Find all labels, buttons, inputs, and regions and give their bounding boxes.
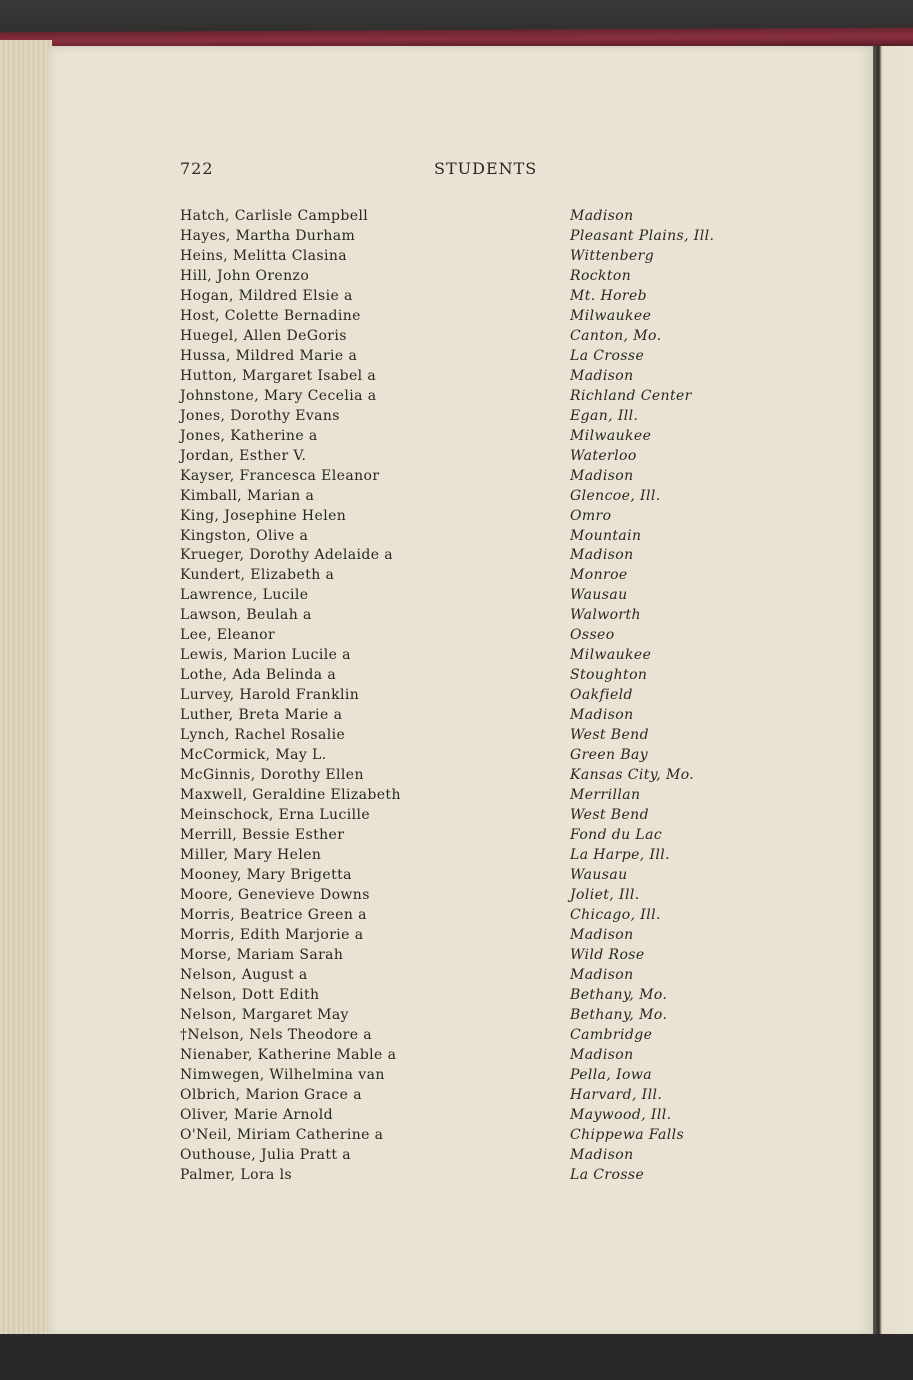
student-hometown: Bethany, Mo.: [570, 1006, 668, 1023]
student-hometown: Milwaukee: [570, 647, 652, 664]
student-name: Nelson, Margaret May: [180, 1006, 349, 1023]
student-entry: [174, 1105, 774, 1125]
student-hometown: Canton, Mo.: [570, 327, 662, 344]
student-name: Lawrence, Lucile: [180, 587, 309, 604]
student-hometown: Madison: [570, 966, 634, 983]
student-entry: [174, 326, 774, 346]
student-hometown: Madison: [570, 467, 634, 484]
student-name: Moore, Genevieve Downs: [180, 886, 370, 903]
student-entry: [174, 685, 774, 705]
student-name: King, Josephine Helen: [180, 507, 347, 524]
student-hometown: West Bend: [570, 727, 649, 744]
student-hometown: Merrillan: [570, 787, 641, 804]
student-entry: [174, 1065, 774, 1085]
student-hometown: Oakfield: [570, 687, 633, 704]
student-name: Johnstone, Mary Cecelia a: [180, 387, 377, 404]
student-hometown: Monroe: [570, 567, 628, 584]
student-name: O'Neil, Miriam Catherine a: [180, 1126, 384, 1143]
student-entry: [174, 805, 774, 825]
student-entry: [174, 406, 774, 426]
student-name: Hayes, Martha Durham: [180, 227, 356, 244]
student-name: Hussa, Mildred Marie a: [180, 347, 358, 364]
student-name: Host, Colette Bernadine: [180, 307, 361, 324]
student-entry: [174, 506, 774, 526]
student-entry: [174, 565, 774, 585]
student-name: Merrill, Bessie Esther: [180, 827, 345, 844]
student-name: Jones, Katherine a: [180, 427, 318, 444]
student-name: Hill, John Orenzo: [180, 267, 310, 284]
student-hometown: Kansas City, Mo.: [570, 767, 695, 784]
student-entry: [174, 446, 774, 466]
student-hometown: Milwaukee: [570, 307, 652, 324]
student-entry: [174, 825, 774, 845]
student-name: Lee, Eleanor: [180, 627, 276, 644]
student-hometown: Osseo: [570, 627, 615, 644]
student-hometown: Maywood, Ill.: [570, 1106, 672, 1123]
student-hometown: Mt. Horeb: [570, 287, 648, 304]
student-name: Morris, Beatrice Green a: [180, 906, 367, 923]
student-entry: [174, 366, 774, 386]
student-name: Heins, Melitta Clasina: [180, 247, 348, 264]
student-name: Jordan, Esther V.: [180, 447, 307, 464]
student-name: Jones, Dorothy Evans: [180, 407, 340, 424]
student-hometown: Mountain: [570, 527, 642, 544]
student-hometown: Fond du Lac: [570, 827, 663, 844]
student-entry: [174, 466, 774, 486]
page-stack-edge: [0, 40, 52, 1335]
student-hometown: Rockton: [570, 267, 632, 284]
student-entry: [174, 346, 774, 366]
student-hometown: Stoughton: [570, 667, 648, 684]
student-hometown: Richland Center: [570, 387, 692, 404]
student-name: Nelson, August a: [180, 966, 308, 983]
student-name: Maxwell, Geraldine Elizabeth: [180, 787, 401, 804]
student-name: Mooney, Mary Brigetta: [180, 866, 352, 883]
facing-page-edge: [873, 46, 913, 1336]
student-name: Kayser, Francesca Eleanor: [180, 467, 380, 484]
student-hometown: Madison: [570, 367, 634, 384]
student-name: Oliver, Marie Arnold: [180, 1106, 333, 1123]
student-entry: [174, 1165, 774, 1185]
student-name: McGinnis, Dorothy Ellen: [180, 767, 364, 784]
student-entry: [174, 965, 774, 985]
student-hometown: Harvard, Ill.: [570, 1086, 663, 1103]
student-name: Outhouse, Julia Pratt a: [180, 1146, 352, 1163]
student-hometown: Milwaukee: [570, 427, 652, 444]
background-bottom: [0, 1334, 913, 1380]
student-name: †Nelson, Nels Theodore a: [180, 1026, 373, 1043]
student-name: Hatch, Carlisle Campbell: [180, 208, 369, 224]
student-entry: [174, 486, 774, 506]
student-entry: [174, 785, 774, 805]
student-hometown: Chicago, Ill.: [570, 906, 661, 923]
student-name: Nelson, Dott Edith: [180, 986, 320, 1003]
student-entry: [174, 526, 774, 546]
student-name: Krueger, Dorothy Adelaide a: [180, 547, 394, 564]
student-entry: [174, 386, 774, 406]
student-entry: [174, 725, 774, 745]
student-entry: [174, 905, 774, 925]
student-hometown: Madison: [570, 1046, 634, 1063]
student-hometown: Cambridge: [570, 1026, 653, 1043]
student-name: Morris, Edith Marjorie a: [180, 926, 364, 943]
student-name: Lawson, Beulah a: [180, 607, 312, 624]
student-entry: [174, 605, 774, 625]
student-entry: [174, 1005, 774, 1025]
student-hometown: Madison: [570, 208, 634, 224]
student-entry: [174, 1145, 774, 1165]
student-entry: [174, 865, 774, 885]
student-hometown: La Harpe, Ill.: [570, 847, 671, 863]
page-title: STUDENTS: [434, 159, 538, 178]
student-hometown: La Crosse: [570, 1166, 645, 1183]
student-name: Kundert, Elizabeth a: [180, 567, 335, 584]
student-entry: [174, 625, 774, 645]
student-hometown: Madison: [570, 547, 634, 564]
student-hometown: Wittenberg: [570, 247, 655, 264]
student-entry: [174, 1125, 774, 1145]
student-entry: [174, 246, 774, 266]
student-name: Nienaber, Katherine Mable a: [180, 1046, 397, 1063]
student-hometown: Madison: [570, 707, 634, 724]
student-hometown: Chippewa Falls: [570, 1126, 685, 1143]
student-hometown: Omro: [570, 507, 612, 524]
student-hometown: Joliet, Ill.: [570, 886, 640, 903]
student-name: Luther, Breta Marie a: [180, 707, 343, 724]
student-name: Hutton, Margaret Isabel a: [180, 367, 377, 384]
student-name: Hogan, Mildred Elsie a: [180, 287, 353, 304]
student-entry: [174, 745, 774, 765]
student-name: McCormick, May L.: [180, 747, 327, 764]
student-entry: [174, 585, 774, 605]
student-entry: [174, 306, 774, 326]
student-name: Kingston, Olive a: [180, 527, 309, 544]
student-entry: [174, 945, 774, 965]
student-entry: [174, 845, 774, 865]
student-name: Lurvey, Harold Franklin: [180, 687, 360, 704]
student-entry: [174, 1085, 774, 1105]
student-entry: [174, 985, 774, 1005]
student-hometown: Glencoe, Ill.: [570, 487, 661, 504]
student-name: Meinschock, Erna Lucille: [180, 807, 371, 824]
student-hometown: Wausau: [570, 866, 628, 883]
student-name: Lynch, Rachel Rosalie: [180, 727, 346, 744]
student-entry: [174, 645, 774, 665]
student-name: Lewis, Marion Lucile a: [180, 647, 351, 664]
student-entry: [174, 286, 774, 306]
student-hometown: Green Bay: [570, 747, 649, 764]
student-name: Olbrich, Marion Grace a: [180, 1086, 362, 1103]
student-hometown: Madison: [570, 1146, 634, 1163]
student-name: Huegel, Allen DeGoris: [180, 327, 347, 344]
student-entry: [174, 925, 774, 945]
student-hometown: Walworth: [570, 607, 641, 624]
student-entry: [174, 665, 774, 685]
student-entry: [174, 765, 774, 785]
student-name: Lothe, Ada Belinda a: [180, 667, 337, 684]
student-name: Kimball, Marian a: [180, 487, 315, 504]
student-hometown: Madison: [570, 926, 634, 943]
student-hometown: Waterloo: [570, 447, 637, 464]
student-name: Palmer, Lora ls: [180, 1166, 293, 1183]
student-entry: [174, 226, 774, 246]
student-name: Morse, Mariam Sarah: [180, 946, 344, 963]
student-hometown: Egan, Ill.: [570, 407, 639, 424]
student-entry: [174, 206, 774, 226]
student-hometown: Pella, Iowa: [570, 1066, 652, 1083]
student-name: Nimwegen, Wilhelmina van: [180, 1066, 385, 1083]
student-hometown: West Bend: [570, 807, 649, 824]
student-entry: [174, 705, 774, 725]
student-entry: [174, 1025, 774, 1045]
student-name: Miller, Mary Helen: [180, 847, 322, 863]
page-number: 722: [180, 159, 214, 178]
student-hometown: Bethany, Mo.: [570, 986, 668, 1003]
student-hometown: La Crosse: [570, 347, 645, 364]
student-entry: [174, 1045, 774, 1065]
student-hometown: Wild Rose: [570, 946, 645, 963]
student-entry: [174, 545, 774, 565]
student-entry: [174, 885, 774, 905]
student-hometown: Wausau: [570, 587, 628, 604]
student-hometown: Pleasant Plains, Ill.: [570, 227, 715, 244]
student-list: [174, 206, 774, 1184]
student-entry: [174, 266, 774, 286]
student-entry: [174, 426, 774, 446]
